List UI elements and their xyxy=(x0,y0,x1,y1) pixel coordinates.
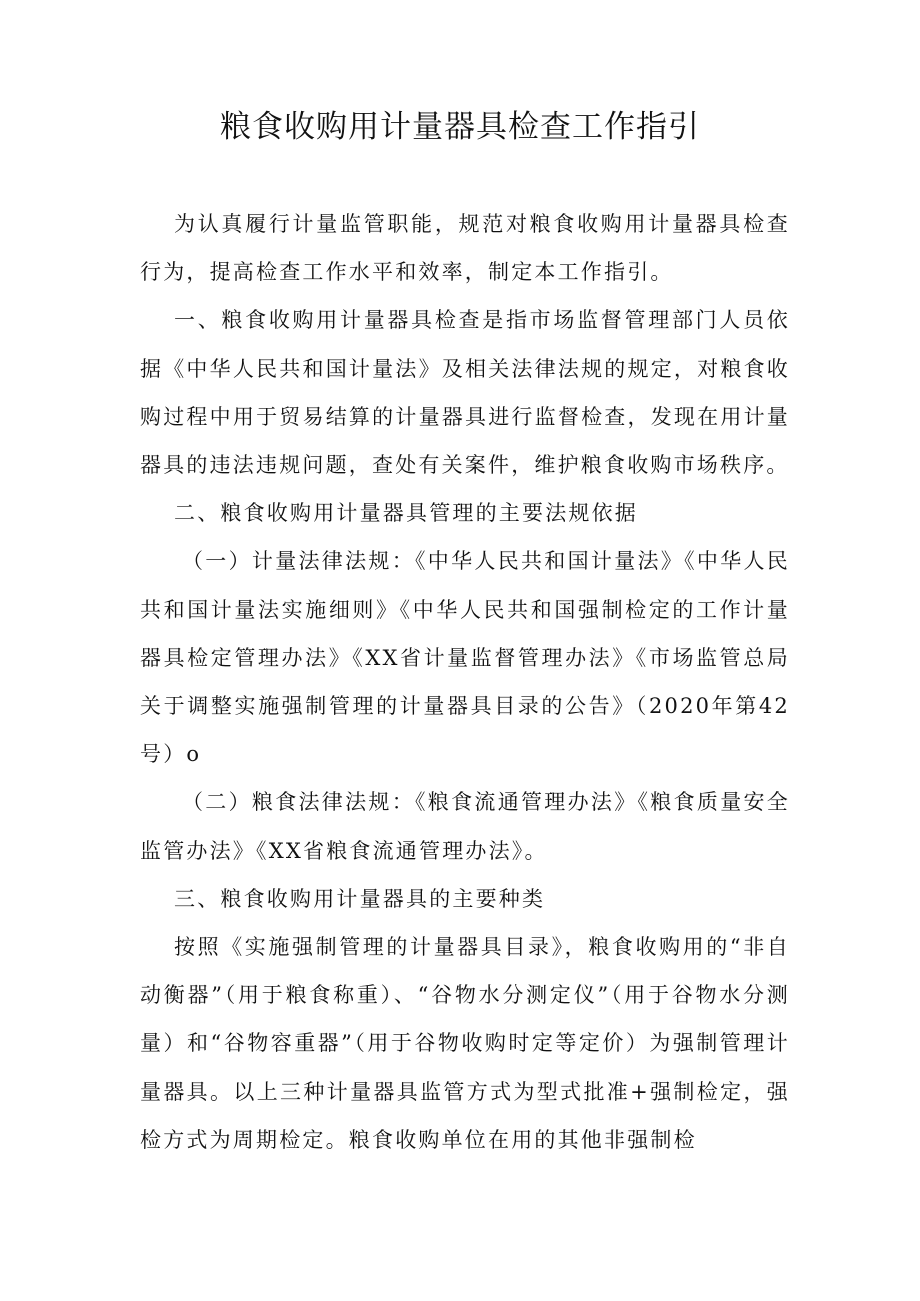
paragraph-intro: 为认真履行计量监管职能，规范对粮食收购用计量器具检查行为，提高检查工作水平和效率，制定本工作指引。 xyxy=(140,212,790,285)
paragraph-grain-laws: （二）粮食法律法规：《粮食流通管理办法》《粮食质量安全监管办法》《XX省粮食流通管理办法》。 xyxy=(140,790,790,863)
paragraph-instrument-types: 按照《实施强制管理的计量器具目录》，粮食收购用的“非自动衡器”（用于粮食称重）、“谷物水分测定仪”（用于谷物水分测量）和“谷物容重器”（用于谷物收购时定等定价）为强制管理计量器具。以上三种计量器具监管方式为型式批准+强制检定，强检方式为周期检定。粮食收购单位在用的其他非强制检 xyxy=(140,935,790,1152)
document-body xyxy=(140,200,790,1164)
paragraph-section-3-heading: 三、粮食收购用计量器具的主要种类 xyxy=(174,886,546,911)
document-title: 粮食收购用计量器具检查工作指引 xyxy=(220,109,700,145)
paragraph-section-2-heading: 二、粮食收购用计量器具管理的主要法规依据 xyxy=(174,501,638,526)
paragraph-section-1: 一、粮食收购用计量器具检查是指市场监督管理部门人员依据《中华人民共和国计量法》及相关法律法规的规定，对粮食收购过程中用于贸易结算的计量器具进行监督检查，发现在用计量器具的违法违规问题，查处有关案件，维护粮食收购市场秩序。 xyxy=(140,308,790,478)
paragraph-metrology-laws: （一）计量法律法规：《中华人民共和国计量法》《中华人民共和国计量法实施细则》《中华人民共和国强制检定的工作计量器具检定管理办法》《XX省计量监督管理办法》《市场监管总局关于调整实施强制管理的计量器具目录的公告》（2020年第42号）o xyxy=(140,549,790,767)
